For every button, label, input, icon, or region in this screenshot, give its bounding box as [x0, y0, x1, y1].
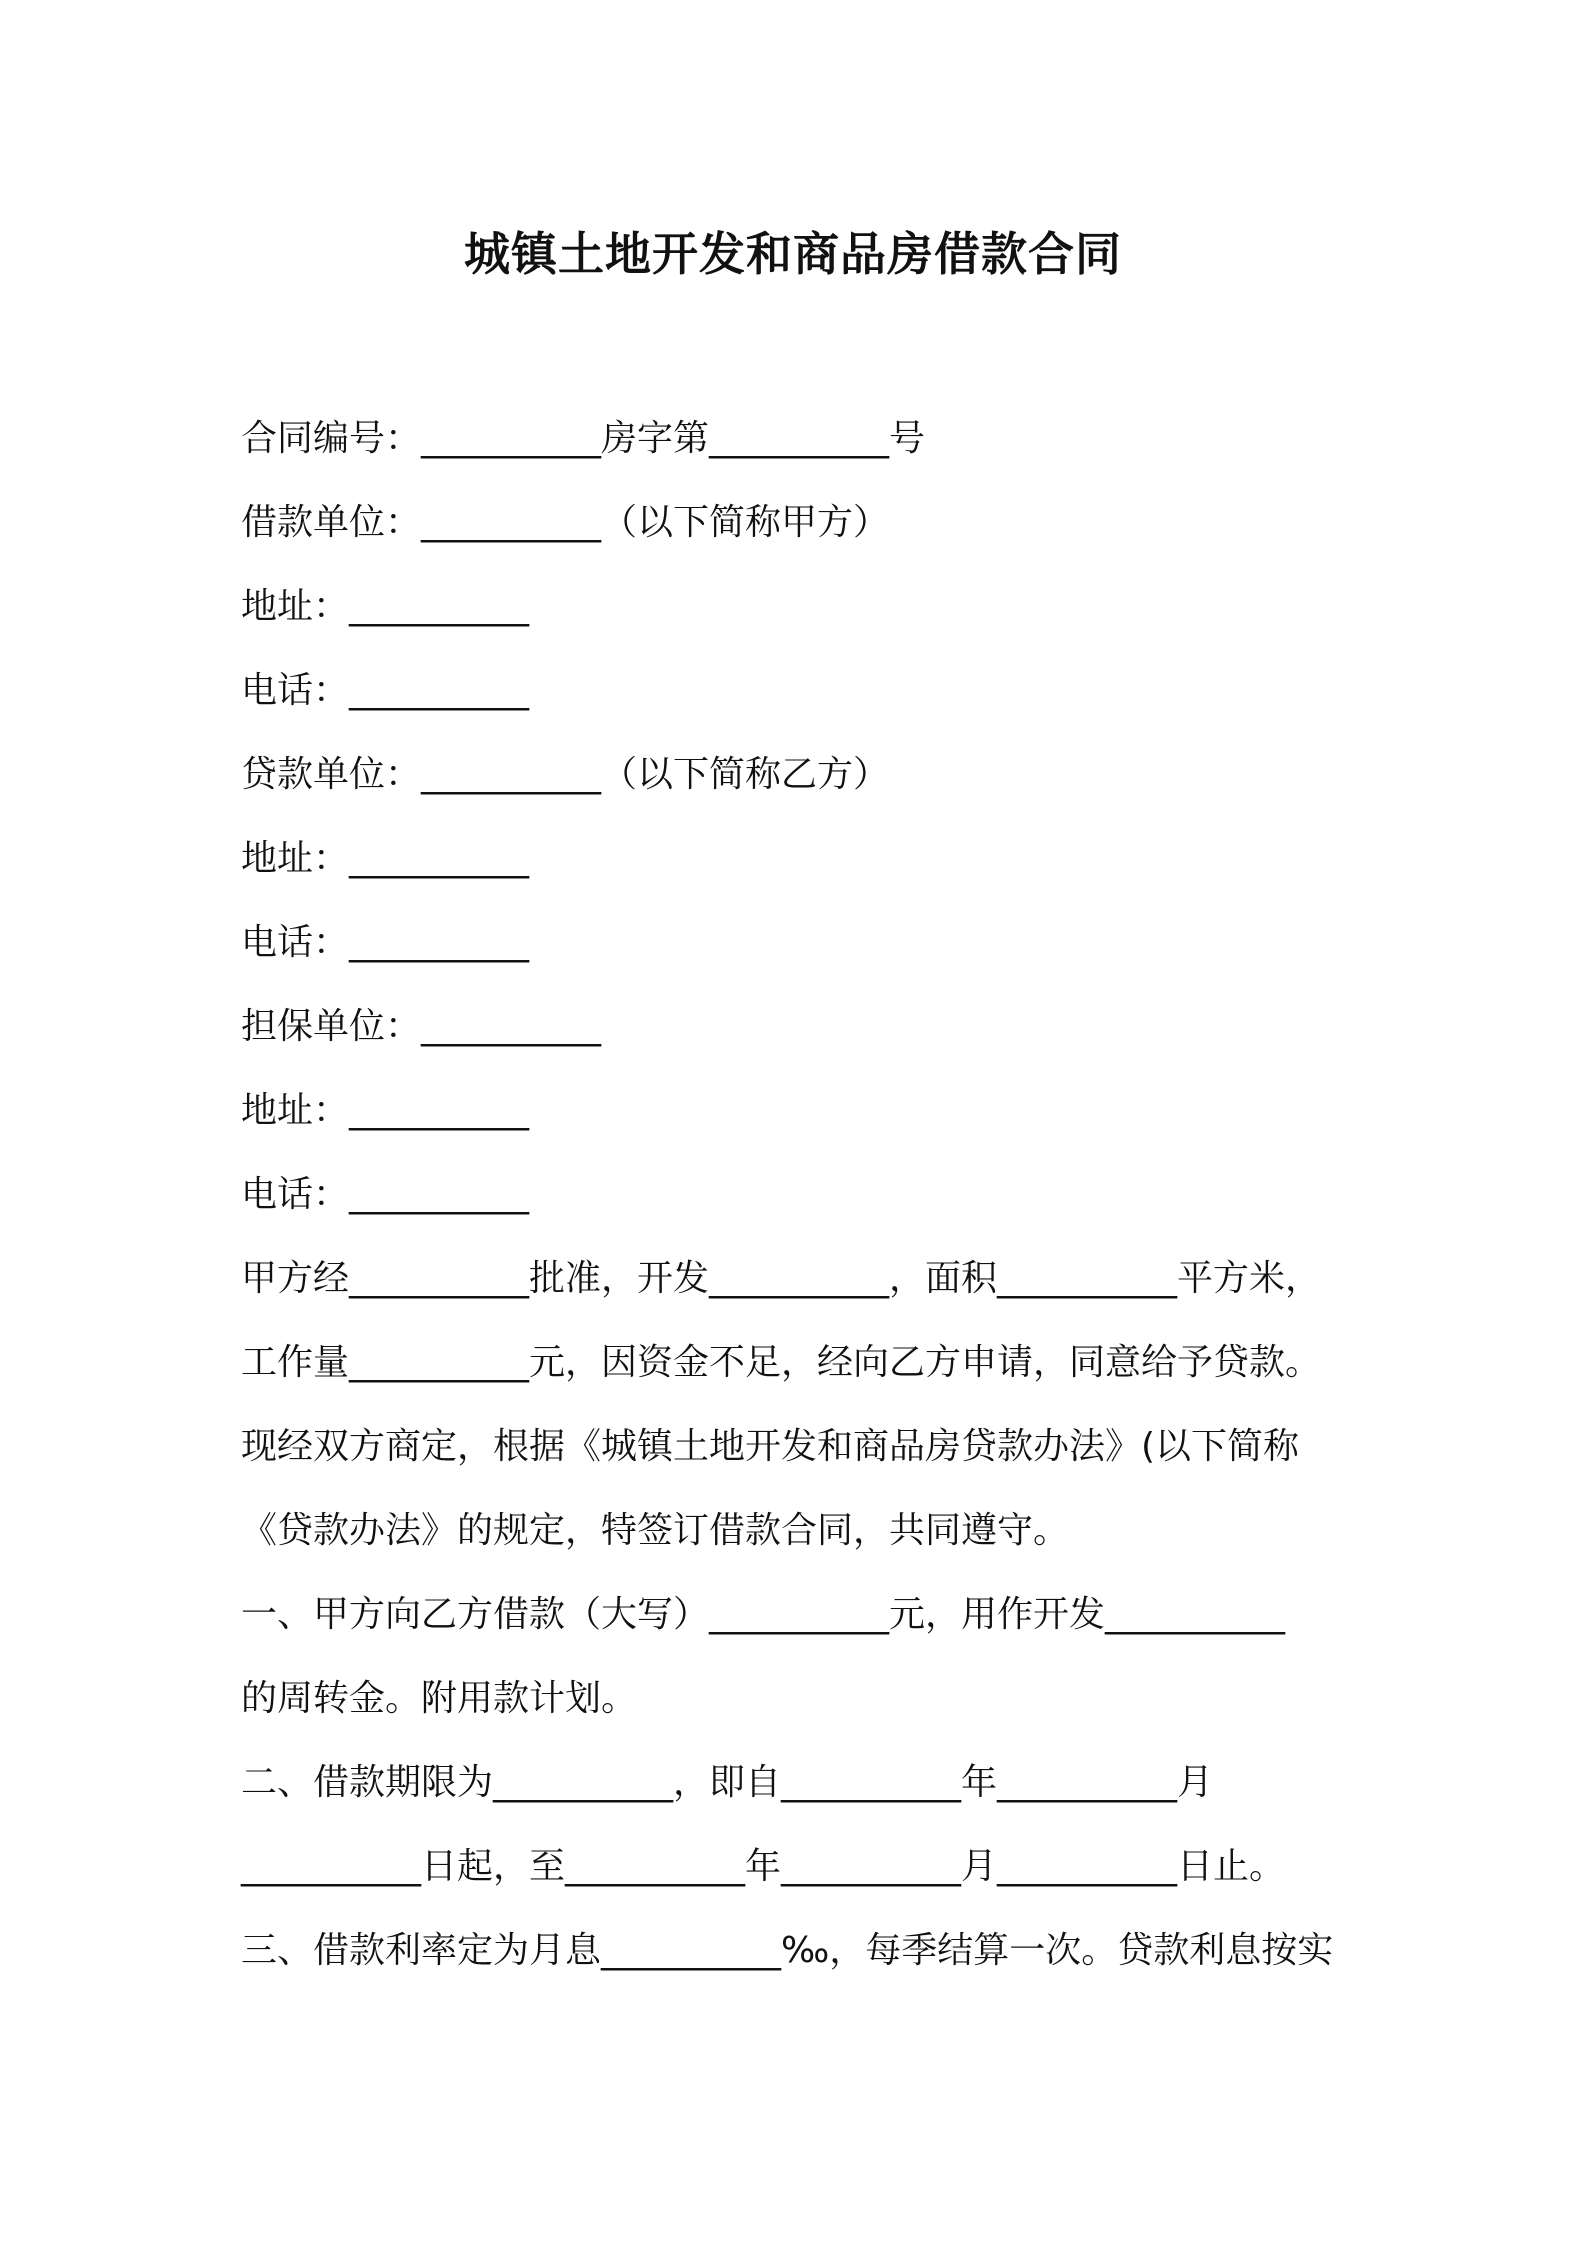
clause-3-line-1: 三、借款利率定为月息__________‰，每季结算一次。贷款利息按实: [241, 1930, 1334, 1971]
borrower-address-line: 地址：__________: [241, 586, 530, 627]
clause-2-line-2: __________日起，至__________年__________月__________日止。: [241, 1846, 1286, 1887]
borrower-phone-line: 电话：__________: [241, 670, 530, 711]
contract-number-line: 合同编号：__________房字第__________号: [241, 418, 926, 459]
preamble-line-2: 工作量__________元，因资金不足，经向乙方申请，同意给予贷款。: [241, 1342, 1322, 1383]
document-title: 城镇土地开发和商品房借款合同: [464, 227, 1122, 281]
borrower-line: 借款单位：__________（以下简称甲方）: [241, 502, 890, 543]
guarantor-phone-line: 电话：__________: [241, 1174, 530, 1215]
lender-phone-line: 电话：__________: [241, 922, 530, 963]
guarantor-line: 担保单位：__________: [241, 1006, 602, 1047]
guarantor-address-line: 地址：__________: [241, 1090, 530, 1131]
preamble-line-1: 甲方经__________批准，开发__________，面积__________平方米，: [241, 1258, 1322, 1299]
lender-line: 贷款单位：__________（以下简称乙方）: [241, 754, 890, 795]
preamble-line-4: 《贷款办法》的规定，特签订借款合同，共同遵守。: [241, 1510, 1070, 1551]
clause-1-line-1: 一、甲方向乙方借款（大写）__________元，用作开发__________: [241, 1594, 1286, 1635]
preamble-line-3: 现经双方商定，根据《城镇土地开发和商品房贷款办法》(以下简称: [241, 1426, 1300, 1467]
clause-2-line-1: 二、借款期限为__________，即自__________年__________月: [241, 1762, 1214, 1803]
clause-1-line-2: 的周转金。附用款计划。: [241, 1678, 638, 1719]
lender-address-line: 地址：__________: [241, 838, 530, 879]
